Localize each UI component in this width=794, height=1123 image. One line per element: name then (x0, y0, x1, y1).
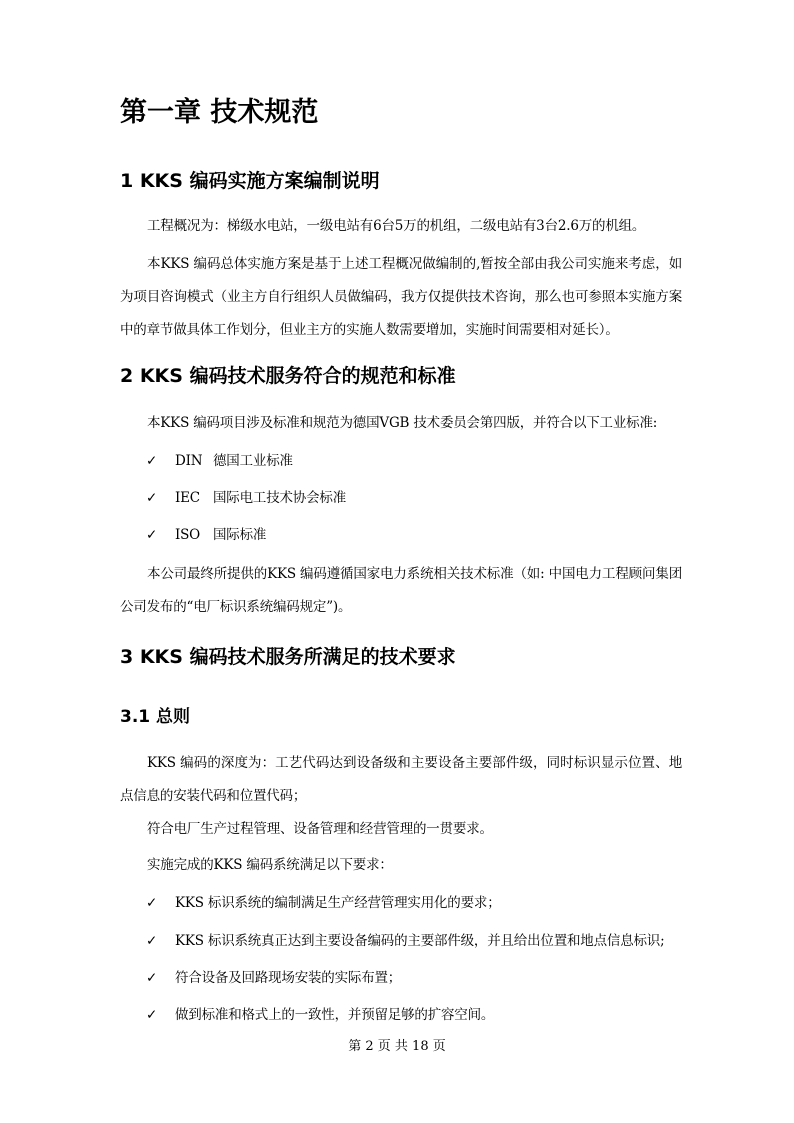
section-3-1-heading: 3.1 总则 (120, 707, 191, 727)
requirement-text: KKS 标识系统的编制满足生产经营管理实用化的要求； (175, 895, 501, 911)
requirement-item (146, 891, 501, 915)
standard-item (146, 486, 346, 510)
section-3-1-paragraph-1: KKS 编码的深度为：工艺代码达到设备级和主要设备主要部件级，同时标识显示位置、地点信息的安装代码和位置代码； (120, 755, 682, 804)
section-2-heading: 2 KKS 编码技术服务符合的规范和标准 (120, 365, 456, 387)
requirement-text: 做到标准和格式上的一致性，并预留足够的扩容空间。 (175, 1007, 495, 1023)
section-2-closing: 本公司最终所提供的KKS 编码遵循国家电力系统相关技术标准（如: 中国电力工程顾问集团公司发布的“电厂标识系统编码规定”)。 (120, 566, 682, 615)
page-number-footer: 第 2 页 共 18 页 (348, 1039, 446, 1054)
check-icon: ✓ (146, 970, 158, 986)
check-icon: ✓ (146, 490, 158, 506)
standard-code: ISO (175, 527, 201, 543)
section-1-paragraph-1: 工程概况为：梯级水电站，一级电站有6台5万的机组，二级电站有3台2.6万的机组。 (147, 218, 646, 234)
standard-name: 国际标准 (213, 527, 267, 543)
section-3-1-paragraph-3: 实施完成的KKS 编码系统满足以下要求： (147, 857, 393, 873)
requirement-text: KKS 标识系统真正达到主要设备编码的主要部件级，并且给出位置和地点信息标识; (175, 933, 665, 949)
standard-code: DIN (175, 453, 203, 469)
standard-code: IEC (175, 490, 200, 506)
section-1-paragraph-2: 本KKS 编码总体实施方案是基于上述工程概况做编制的,暂按全部由我公司实施来考虑，如为项目咨询模式（业主方自行组织人员做编码，我方仅提供技术咨询，那么也可参照本实施方案中的章节做具体工作划分，但业主方的实施人数需要增加，实施时间需要相对延长）。 (120, 256, 682, 338)
section-2-intro: 本KKS 编码项目涉及标准和规范为德国VGB 技术委员会第四版，并符合以下工业标准: (147, 415, 658, 431)
check-icon: ✓ (146, 527, 158, 543)
standard-name: 德国工业标准 (213, 453, 293, 469)
check-icon: ✓ (146, 895, 158, 911)
section-3-heading: 3 KKS 编码技术服务所满足的技术要求 (120, 646, 456, 668)
standard-item (146, 449, 293, 473)
chapter-title: 第一章 技术规范 (120, 97, 319, 128)
standard-name: 国际电工技术协会标准 (213, 490, 346, 506)
check-icon: ✓ (146, 933, 158, 949)
standard-item (146, 523, 266, 547)
section-3-1-paragraph-2: 符合电厂生产过程管理、设备管理和经营管理的一贯要求。 (147, 821, 493, 837)
requirement-item (146, 929, 664, 953)
check-icon: ✓ (146, 1007, 158, 1023)
requirement-item (146, 1003, 494, 1027)
requirement-item (146, 966, 401, 990)
section-1-heading: 1 KKS 编码实施方案编制说明 (120, 170, 380, 192)
check-icon: ✓ (146, 453, 158, 469)
requirement-text: 符合设备及回路现场安装的实际布置； (175, 970, 402, 986)
